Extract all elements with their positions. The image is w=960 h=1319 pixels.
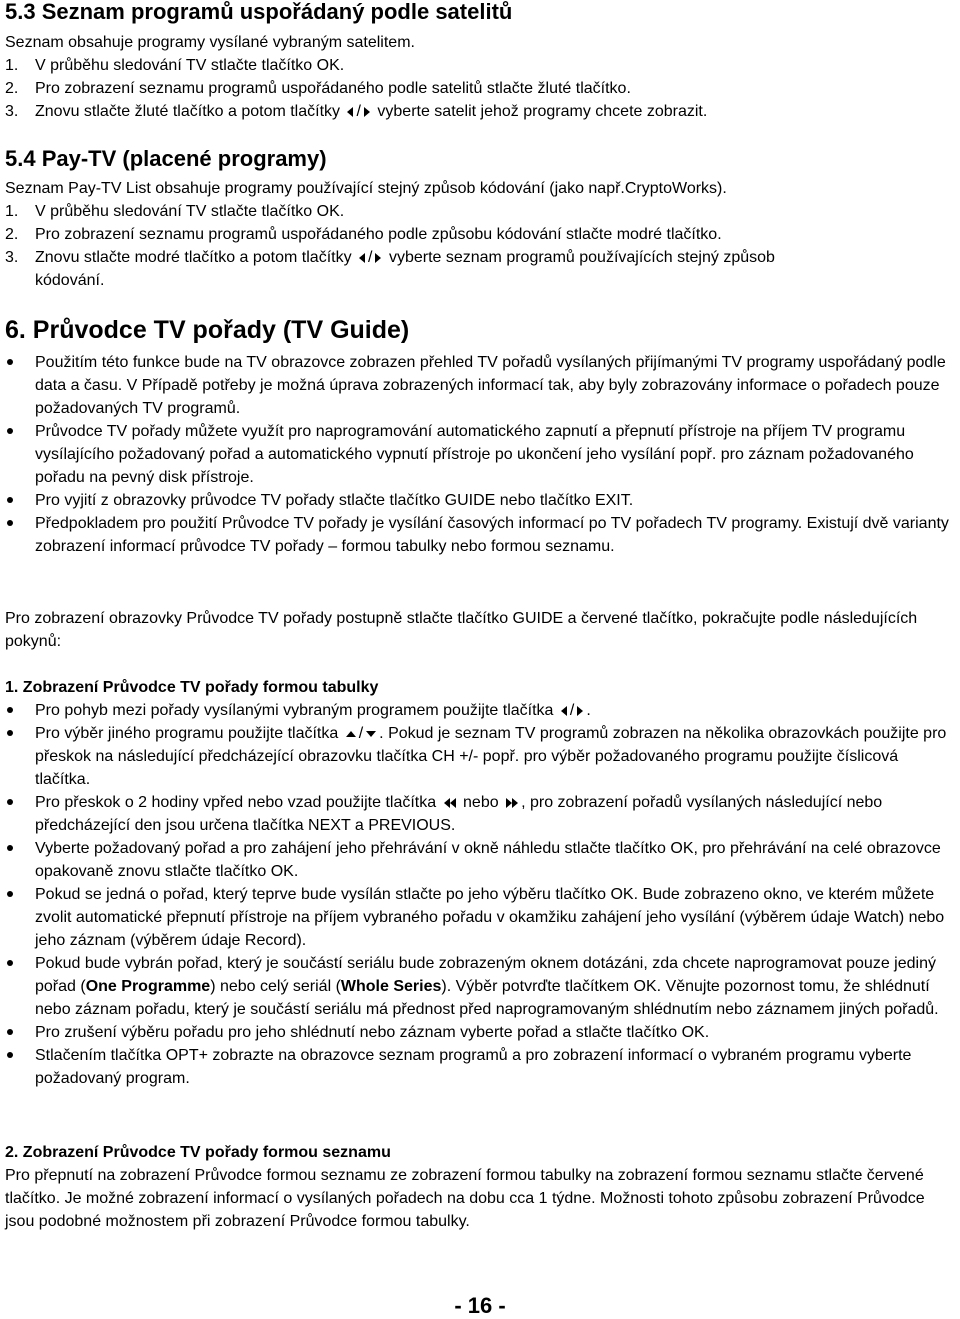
- right-arrow-icon: [375, 253, 381, 263]
- section-5-3-title: 5.3 Seznam programů uspořádaný podle satelitů: [5, 0, 513, 24]
- table-mode-list: [5, 699, 957, 1090]
- step-1: 1. V průběhu sledování TV stlačte tlačítko OK.: [5, 203, 345, 220]
- right-arrow-icon: [577, 706, 583, 716]
- list-item: Pro vyjití z obrazovky průvodce TV pořady stlačte tlačítko GUIDE nebo tlačítko EXIT.: [5, 489, 957, 512]
- list-item: Pro zrušení výběru pořadu pro jeho shlédnutí nebo záznam vyberte pořad a stlačte tlačítko OK.: [5, 1021, 957, 1044]
- list-item: Pokud bude vybrán pořad, který je součástí seriálu bude zobrazeným oknem dotázáni, zda chcete naprogramovat pouze jediný pořad (One Programme) nebo celý seriál (Whole Series). Výběr potvrďte tlačítkem OK. Věnujte pozornost tomu, že shlédnutí nebo záznam pořadu, který je součástí seriálu má přednost před naprogramovaným shlédnutím nebo záznamem jiných pořadů.: [5, 952, 957, 1021]
- up-arrow-icon: [346, 731, 356, 737]
- guide-bullet-list: [5, 351, 957, 558]
- list-mode-section: [5, 1141, 957, 1233]
- page-number: - 16 -: [454, 1293, 506, 1318]
- guide-instructions-paragraph: Pro zobrazení obrazovky Průvodce TV pořady postupně stlačte tlačítko GUIDE a červené tlačítko, pokračujte podle následujících pokynů:: [5, 610, 918, 650]
- list-mode-text: Pro přepnutí na zobrazení Průvodce formou seznamu ze zobrazení formou tabulky na zobrazení formou seznamu stlačte červené tlačítko. Je možné zobrazení informací o vysílaných pořadech na dobu cca 1 týdne. Možnosti tohoto způsobu zobrazení Průvodce jsou podobné možnostem při zobrazení Průvodce formou tabulky.: [5, 1167, 925, 1230]
- left-arrow-icon: [359, 253, 365, 263]
- fast-forward-icon: [506, 798, 518, 808]
- left-arrow-icon: [561, 706, 567, 716]
- step-2: 2. Pro zobrazení seznamu programů uspořádaného podle satelitů stlačte žluté tlačítko.: [5, 80, 631, 97]
- section-5-4-body: [5, 177, 957, 292]
- section-5-3-body: [5, 31, 957, 123]
- left-arrow-icon: [347, 107, 353, 117]
- list-item: Pro přeskok o 2 hodiny vpřed nebo vzad použijte tlačítka nebo , pro zobrazení pořadů vysílaných následující nebo předcházející den jsou určena tlačítka NEXT a PREVIOUS.: [5, 791, 957, 837]
- step-1: 1. V průběhu sledování TV stlačte tlačítko OK.: [5, 57, 345, 74]
- rewind-icon: [444, 798, 456, 808]
- right-arrow-icon: [364, 107, 370, 117]
- step-3: 3. Znovu stlačte žluté tlačítko a potom tlačítky / vyberte satelit jehož programy chcete zobrazit.: [5, 103, 708, 120]
- list-item: Použitím této funkce bude na TV obrazovce zobrazen přehled TV pořadů vysílaných přijímanými TV programy uspořádaný podle data a času. V Případě potřeby je možná úprava zobrazených informací tak, aby byly zobrazovány informace o pořadech pouze požadovaných TV programů.: [5, 351, 957, 420]
- down-arrow-icon: [366, 731, 376, 737]
- list-item: Vyberte požadovaný pořad a pro zahájení jeho přehrávání v okně náhledu stlačte tlačítko OK, pro přehrávání na celé obrazovce opakovaně znovu stlačte tlačítko OK.: [5, 837, 957, 883]
- table-mode-heading: 1. Zobrazení Průvodce TV pořady formou tabulky: [5, 679, 379, 696]
- table-mode-section: [5, 676, 957, 1090]
- list-item: Pro pohyb mezi pořady vysílanými vybraným programem použijte tlačítka / .: [5, 699, 957, 722]
- list-item: Pokud se jedná o pořad, který teprve bude vysílán stlačte po jeho výběru tlačítko OK. Bude zobrazeno okno, ve kterém můžete zvolit automatické přepnutí přístroje na příjem vybraného pořadu v okamžiku zahájení jeho vysílání (výběrem údaje Watch) nebo jeho záznam (výběrem údaje Record).: [5, 883, 957, 952]
- section-6-body: [5, 351, 957, 558]
- step-3-continued: kódování.: [35, 272, 105, 289]
- list-item: Pro výběr jiného programu použijte tlačítka / . Pokud je seznam TV programů zobrazen na několika obrazovkách použijte pro přeskok na následující předcházející obrazovku tlačítka CH +/- popř. pro výběr požadovaného programu použijte číslicová tlačítka.: [5, 722, 957, 791]
- section-5-3-intro: Seznam obsahuje programy vysílané vybraným satelitem.: [5, 34, 415, 51]
- list-mode-heading: 2. Zobrazení Průvodce TV pořady formou seznamu: [5, 1144, 391, 1161]
- section-6-title: 6. Průvodce TV pořady (TV Guide): [5, 316, 410, 344]
- list-item: Stlačením tlačítka OPT+ zobrazte na obrazovce seznam programů a pro zobrazení informací o vybraném programu vyberte požadovaný program.: [5, 1044, 957, 1090]
- step-2: 2. Pro zobrazení seznamu programů uspořádaného podle způsobu kódování stlačte modré tlačítko.: [5, 226, 722, 243]
- step-3: 3. Znovu stlačte modré tlačítko a potom tlačítky / vyberte seznam programů používajících stejný způsob: [5, 249, 775, 266]
- section-5-4-intro: Seznam Pay-TV List obsahuje programy používající stejný způsob kódování (jako např.CryptoWorks).: [5, 180, 727, 197]
- list-item: Průvodce TV pořady můžete využít pro naprogramování automatického zapnutí a přepnutí přístroje na příjem TV programu vysílajícího požadovaný pořad a automatického vypnutí přístroje po ukončení jeho vysílání popř. pro záznam požadovaného pořadu na pevný disk přístroje.: [5, 420, 957, 489]
- list-item: Předpokladem pro použití Průvodce TV pořady je vysílání časových informací po TV pořadech TV programy. Existují dvě varianty zobrazení informací průvodce TV pořady – formou tabulky nebo formou seznamu.: [5, 512, 957, 558]
- section-5-4-title: 5.4 Pay-TV (placené programy): [5, 146, 327, 171]
